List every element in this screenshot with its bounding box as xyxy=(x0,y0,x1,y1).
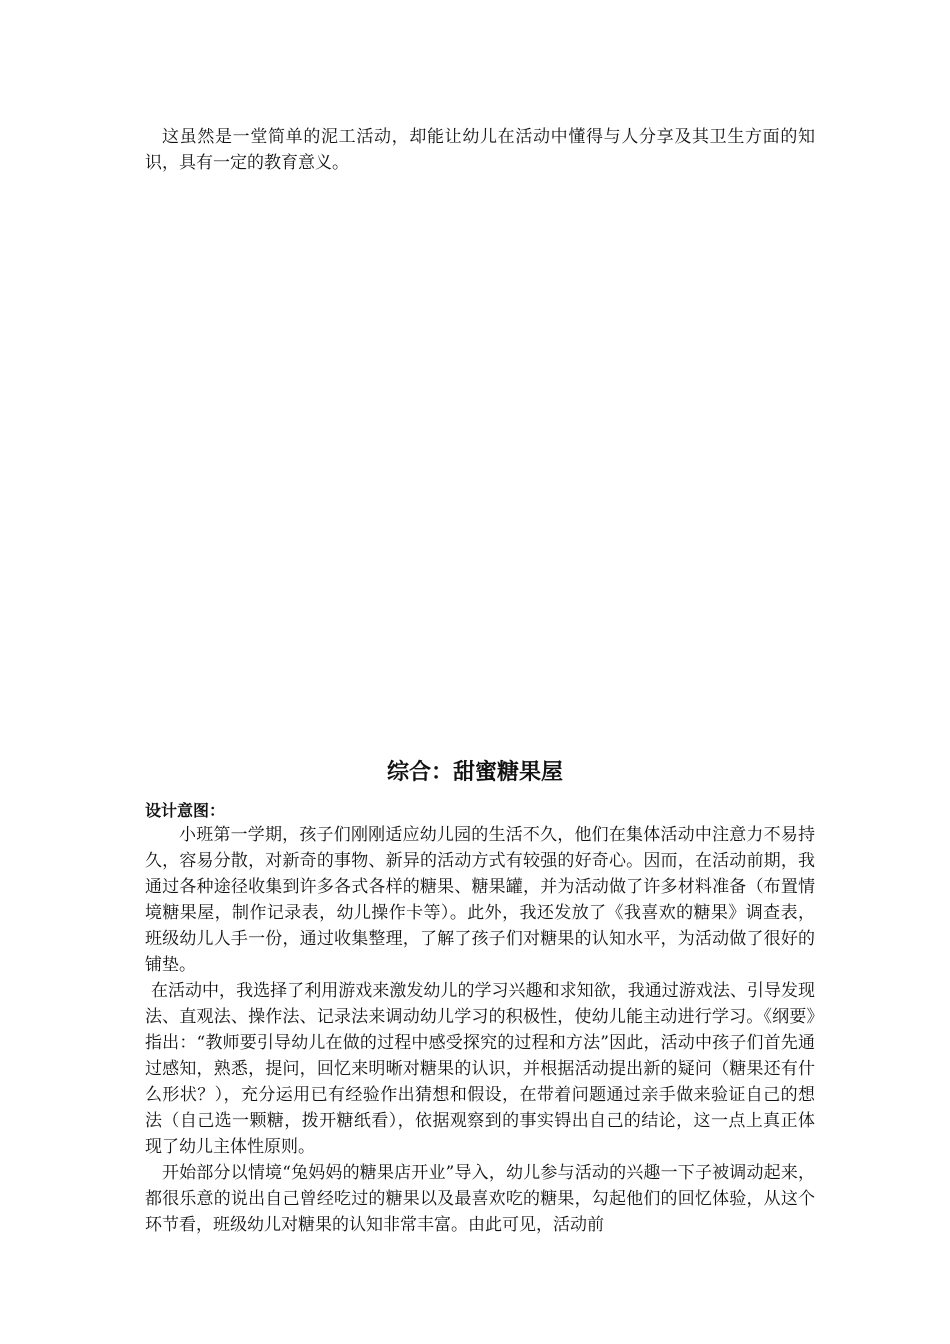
document-title: 综合：甜蜜糖果屋 xyxy=(386,760,563,785)
body-paragraph-3: 开始部分以情境“兔妈妈的糖果店开业”导入，幼儿参与活动的兴趣一下子被调动起来，都很乐意的说出自己曾经吃过的糖果以及最喜欢吃的糖果，勾起他们的回忆体验，从这个环节看，班级幼儿对糖果的认知非常丰富。由此可见，活动前 xyxy=(145,1163,815,1235)
body-text xyxy=(145,822,815,1238)
body-paragraph-2: 在活动中，我选择了利用游戏来激发幼儿的学习兴趣和求知欲，我通过游戏法、引导发现法、直观法、操作法、记录法来调动幼儿学习的积极性，使幼儿能主动进行学习。《纲要》指出：“教师要引导幼儿在做的过程中感受探究的过程和方法”因此，活动中孩子们首先通过感知，熟悉，提问，回忆来明晰对糖果的认识，并根据活动提出新的疑问（糖果还有什么形状？），充分运用已有经验作出猜想和假设，在带着问题通过亲手做来验证自己的想法（自己选一颗糖，拨开糖纸看），依据观察到的事实锝出自己的结论，这一点上真正体现了幼儿主体性原则。 xyxy=(145,981,815,1157)
intro-paragraph: 这虽然是一堂简单的泥工活动，却能让幼儿在活动中懂得与人分享及其卫生方面的知识，具有一定的教育意义。 xyxy=(145,127,815,173)
body-paragraph-1: 小班第一学期，孩子们刚刚适应幼儿园的生活不久，他们在集体活动中注意力不易持久，容易分散，对新奇的事物、新异的活动方式有较强的好奇心。因而，在活动前期，我通过各种途径收集到许多各式各样的糖果、糖果罐，并为活动做了许多材料准备（布置情境糖果屋，制作记录表，幼儿操作卡等）。此外，我还发放了《我喜欢的糖果》调查表，班级幼儿人手一份，通过收集整理，了解了孩子们对糖果的认知水平，为活动做了很好的铺垫。 xyxy=(145,825,815,975)
section-heading-design-intent: 设计意图： xyxy=(145,801,226,820)
